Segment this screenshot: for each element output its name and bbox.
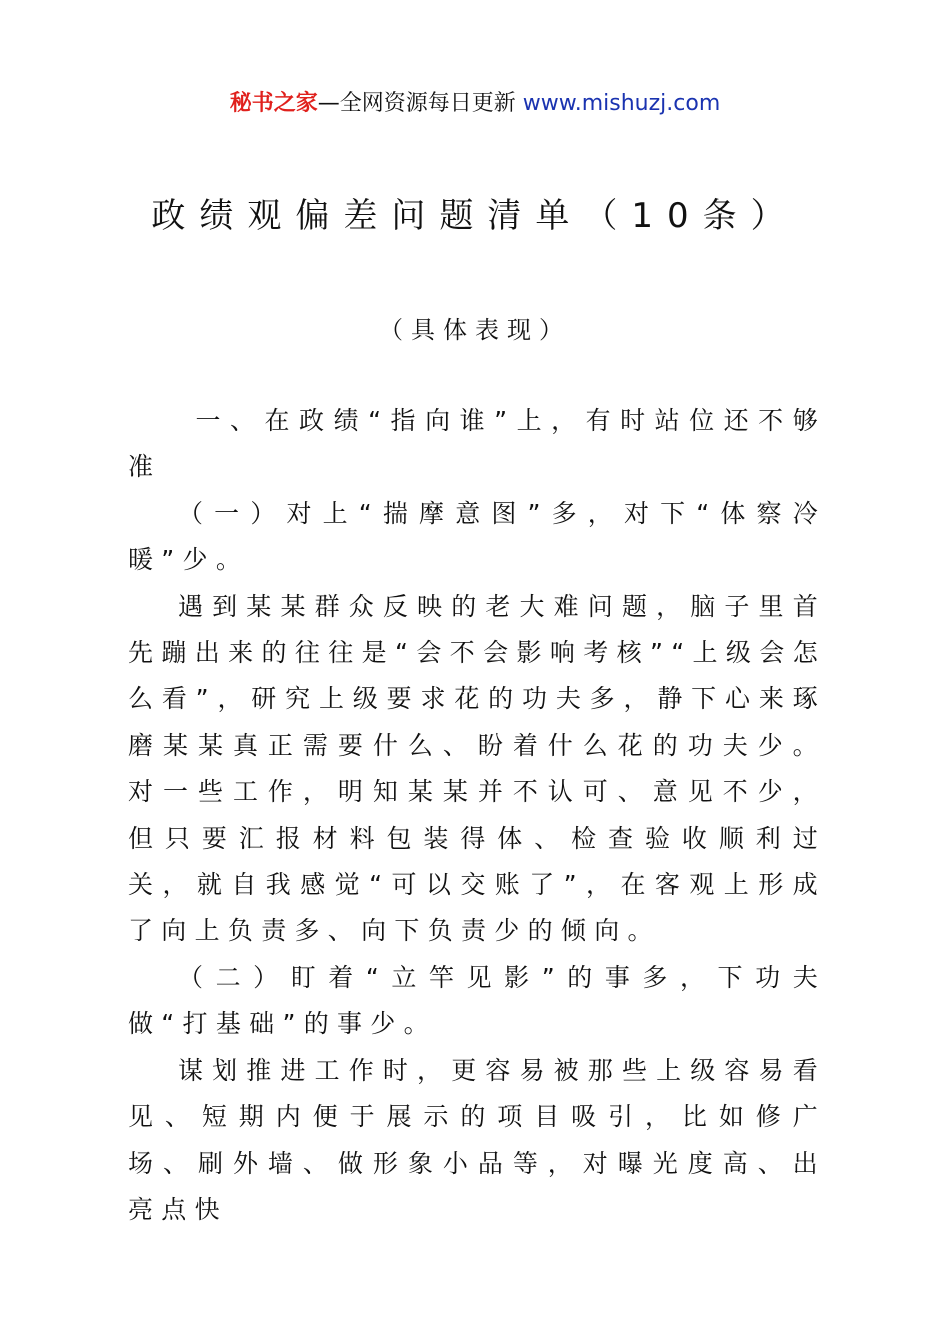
document-subtitle: （具体表现） — [379, 316, 571, 344]
section-heading: 一、在政绩“指向谁”上，有时站位还不够准 — [128, 406, 826, 482]
subsection-heading: （二）盯着“立竿见影”的事多，下功夫做“打基础”的事少。 — [128, 962, 826, 1039]
body-paragraph: 谋划推进工作时，更容易被那些上级容易看见、短期内便于展示的项目吸引，比如修广场、刷外墙、做形象小品等，对曝光度高、出亮点快 — [128, 1055, 826, 1224]
site-url-link[interactable]: www.mishuzj.com — [522, 91, 721, 116]
site-header — [0, 88, 950, 120]
header-tagline: —全网资源每日更新 — [317, 91, 523, 116]
brand-name: 秘书之家 — [229, 91, 318, 116]
document-title: 政绩观偏差问题清单（10条） — [151, 196, 799, 236]
subsection-heading: （一）对上“揣摩意图”多，对下“体察冷暖”少。 — [128, 498, 826, 575]
document-body — [128, 398, 826, 1233]
body-paragraph: 遇到某某群众反映的老大难问题，脑子里首先蹦出来的往往是“会不会影响考核”“上级会怎么看”，研究上级要求花的功夫多，静下心来琢磨某某真正需要什么、盼着什么花的功夫少。对一些工作，明知某某并不认可、意见不少，但只要汇报材料包装得体、检查验收顺利过关，就自我感觉“可以交账了”，在客观上形成了向上负责多、向下负责少的倾向。 — [128, 591, 826, 946]
